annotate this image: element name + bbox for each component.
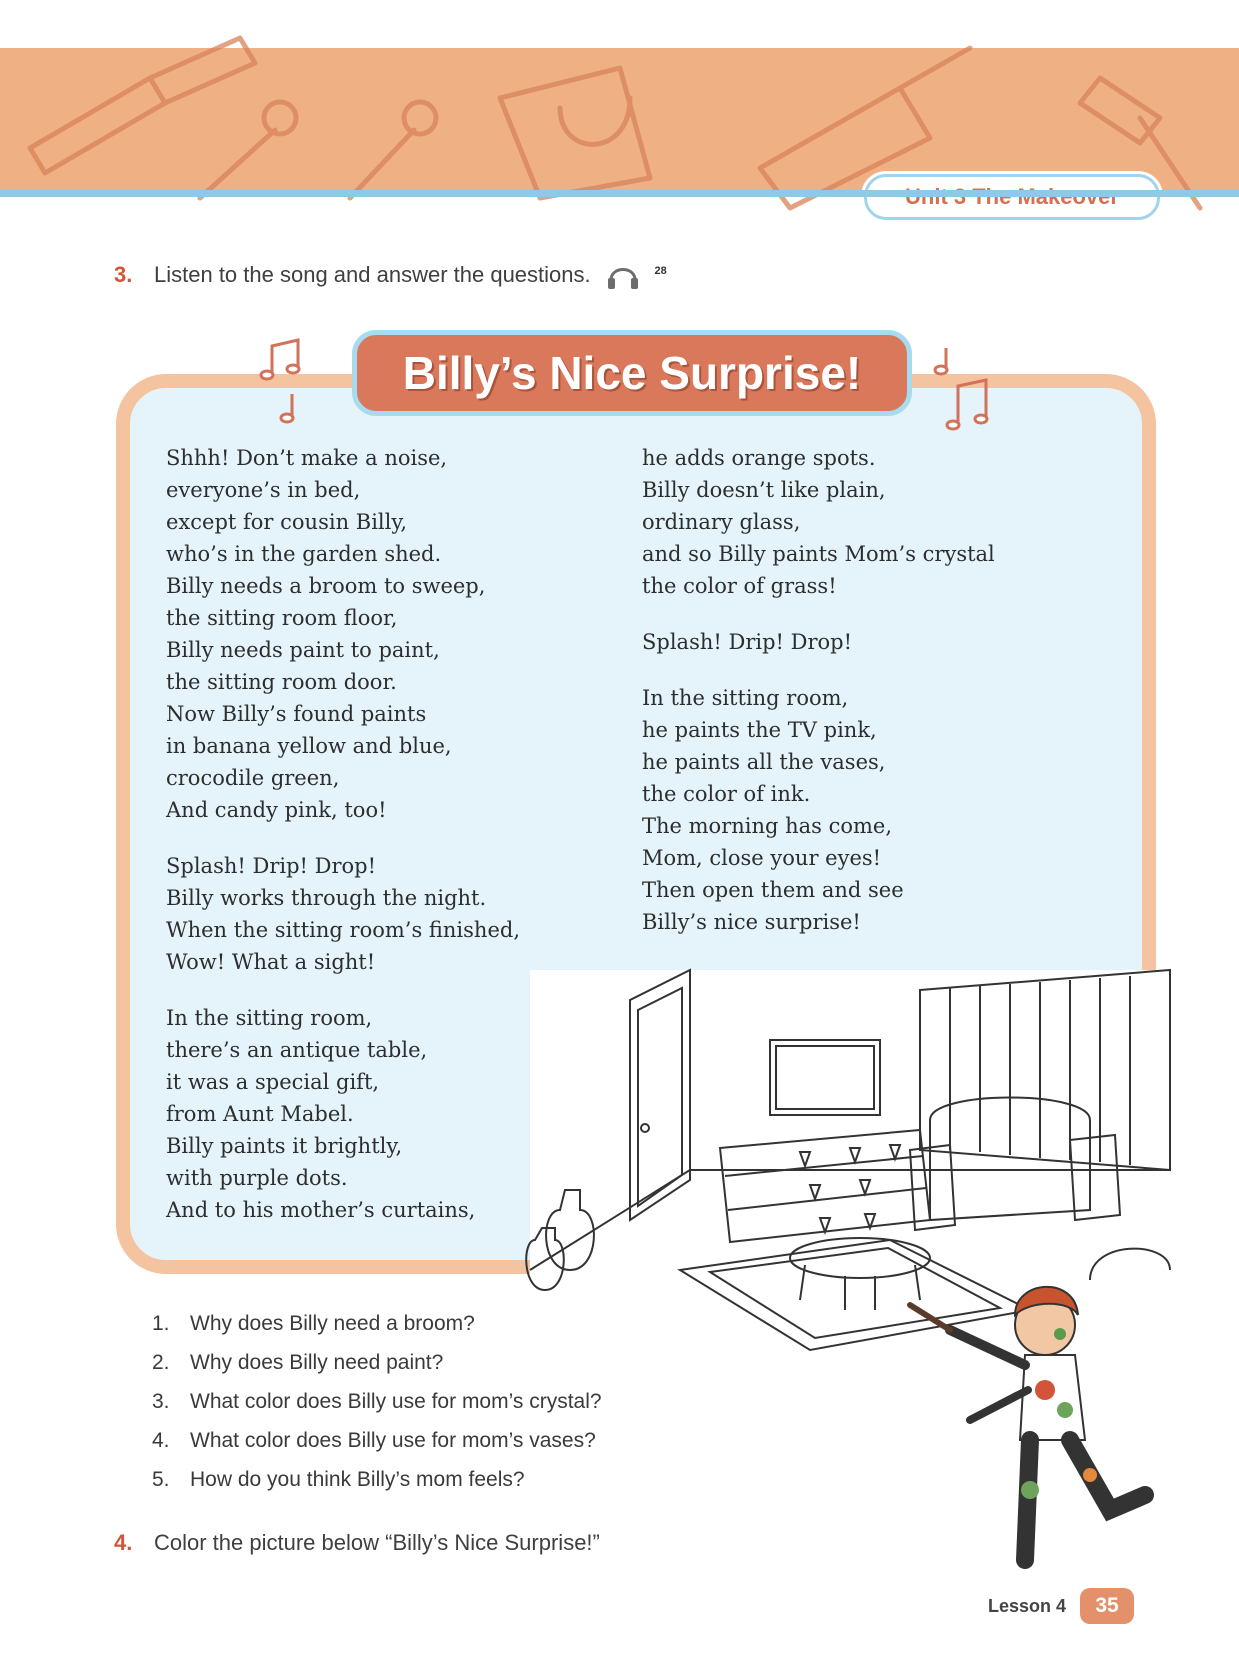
- lyric-line: with purple dots.: [166, 1166, 348, 1190]
- lyrics-left-column: [166, 442, 520, 1250]
- lyric-line: The morning has come,: [642, 814, 893, 838]
- lyric-line: Splash! Drip! Drop!: [166, 854, 377, 878]
- song-title: Billy’s Nice Surprise!: [352, 330, 912, 416]
- lyric-line: And to his mother’s curtains,: [166, 1198, 476, 1222]
- headphones-icon: [605, 258, 641, 292]
- instruction-text: Listen to the song and answer the questions.: [154, 262, 591, 287]
- lyric-line: Billy paints it brightly,: [166, 1134, 403, 1158]
- lyric-line: there’s an antique table,: [166, 1038, 428, 1062]
- sitting-room-illustration: [530, 970, 1170, 1590]
- lyric-line: Then open them and see: [642, 878, 904, 902]
- lyric-line: Mom, close your eyes!: [642, 846, 882, 870]
- page-number: 35: [1080, 1588, 1134, 1624]
- lyric-line: Wow! What a sight!: [166, 950, 376, 974]
- instruction-text: Color the picture below “Billy’s Nice Surprise!”: [154, 1530, 600, 1555]
- lyric-line: except for cousin Billy,: [166, 510, 408, 534]
- exercise-number: 3.: [114, 262, 133, 287]
- list-item: 1. Why does Billy need a broom?: [152, 1311, 475, 1335]
- stanza: [642, 626, 995, 658]
- header-banner: [0, 48, 1239, 196]
- music-note-icon: [258, 336, 318, 426]
- stanza: [166, 850, 520, 978]
- lyric-line: ordinary glass,: [642, 510, 801, 534]
- exercise-number: 4.: [114, 1530, 133, 1555]
- stanza: [166, 1002, 520, 1226]
- billy-character: [910, 1287, 1145, 1560]
- lyrics-right-column: [642, 442, 995, 962]
- lyric-line: Billy needs paint to paint,: [166, 638, 440, 662]
- lyric-line: the color of ink.: [642, 782, 811, 806]
- stanza: [642, 442, 995, 602]
- question-list: [152, 1304, 602, 1499]
- lyric-line: Shhh! Don’t make a noise,: [166, 446, 448, 470]
- banner-divider: [0, 190, 1239, 197]
- lesson-label: Lesson 4: [988, 1595, 1067, 1616]
- lyric-line: he paints all the vases,: [642, 750, 886, 774]
- lyric-line: Now Billy’s found paints: [166, 702, 427, 726]
- list-item: 2. Why does Billy need paint?: [152, 1350, 444, 1374]
- audio-track-badge: 28: [649, 259, 673, 283]
- lyric-line: it was a special gift,: [166, 1070, 380, 1094]
- lyric-line: Billy works through the night.: [166, 886, 487, 910]
- lyric-line: in banana yellow and blue,: [166, 734, 452, 758]
- page-footer: [988, 1588, 1134, 1624]
- music-note-icon: [932, 346, 1002, 436]
- exercise-4-instruction: [114, 1530, 600, 1556]
- lyric-line: he adds orange spots.: [642, 446, 876, 470]
- lyric-line: When the sitting room’s finished,: [166, 918, 520, 942]
- lyric-line: Billy needs a broom to sweep,: [166, 574, 486, 598]
- lyric-line: Splash! Drip! Drop!: [642, 630, 853, 654]
- lyric-line: the color of grass!: [642, 574, 837, 598]
- lyric-line: Billy doesn’t like plain,: [642, 478, 886, 502]
- lyric-line: In the sitting room,: [166, 1006, 373, 1030]
- list-item: 5. How do you think Billy’s mom feels?: [152, 1467, 525, 1491]
- list-item: 3. What color does Billy use for mom’s crystal?: [152, 1389, 602, 1413]
- lyric-line: Billy’s nice surprise!: [642, 910, 861, 934]
- lyric-line: and so Billy paints Mom’s crystal: [642, 542, 995, 566]
- exercise-3-instruction: [114, 258, 673, 292]
- lyric-line: everyone’s in bed,: [166, 478, 361, 502]
- lyric-line: crocodile green,: [166, 766, 340, 790]
- lyric-line: who’s in the garden shed.: [166, 542, 442, 566]
- lyric-line: he paints the TV pink,: [642, 718, 877, 742]
- lyric-line: In the sitting room,: [642, 686, 849, 710]
- lyric-line: And candy pink, too!: [166, 798, 387, 822]
- lyric-line: the sitting room door.: [166, 670, 397, 694]
- lyric-line: the sitting room floor,: [166, 606, 398, 630]
- unit-label: [864, 174, 1160, 220]
- list-item: 4. What color does Billy use for mom’s vases?: [152, 1428, 596, 1452]
- stanza: [166, 442, 520, 826]
- lyric-line: from Aunt Mabel.: [166, 1102, 354, 1126]
- stanza: [642, 682, 995, 938]
